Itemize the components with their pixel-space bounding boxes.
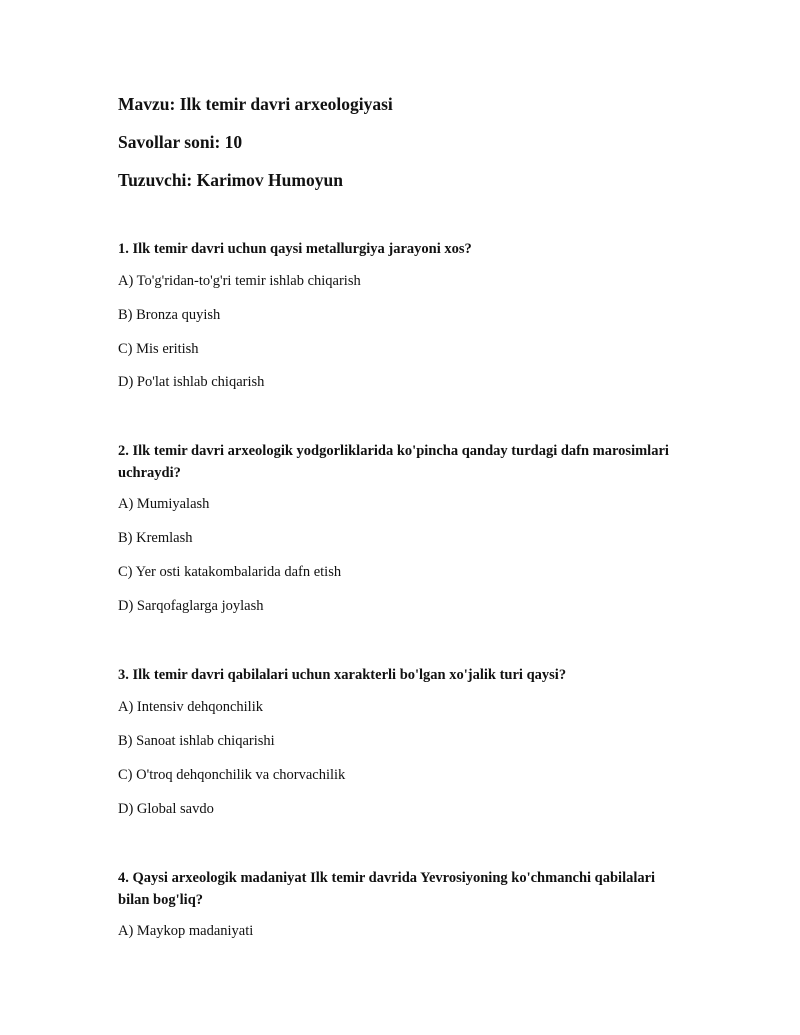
question-2-option-d: D) Sarqofaglarga joylash (118, 598, 264, 614)
author-heading: Tuzuvchi: Karimov Humoyun (118, 170, 343, 190)
question-3-option-c: C) O'troq dehqonchilik va chorvachilik (118, 767, 346, 783)
question-3-option-b: B) Sanoat ishlab chiqarishi (118, 733, 275, 749)
topic-heading: Mavzu: Ilk temir davri arxeologiyasi (118, 94, 393, 114)
question-2-option-b: B) Kremlash (118, 530, 193, 546)
question-1-option-d: D) Po'lat ishlab chiqarish (118, 374, 265, 390)
question-3-option-a: A) Intensiv dehqonchilik (118, 699, 263, 715)
question-3-option-d: D) Global savdo (118, 801, 214, 817)
question-1-option-c: C) Mis eritish (118, 341, 199, 357)
question-2: 2. Ilk temir davri arxeologik yodgorliklarida ko'pincha qanday turdagi dafn marosimlari uchraydi? (118, 443, 669, 481)
question-2-option-a: A) Mumiyalash (118, 496, 210, 512)
question-4-option-a: A) Maykop madaniyati (118, 923, 254, 939)
question-count-heading: Savollar soni: 10 (118, 132, 243, 152)
question-3: 3. Ilk temir davri qabilalari uchun xarakterli bo'lgan xo'jalik turi qaysi? (118, 667, 567, 683)
question-1-option-a: A) To'g'ridan-to'g'ri temir ishlab chiqarish (118, 273, 361, 289)
question-2-option-c: C) Yer osti katakombalarida dafn etish (118, 564, 342, 580)
question-4: 4. Qaysi arxeologik madaniyat Ilk temir davrida Yevrosiyoning ko'chmanchi qabilalari bilan bog'liq? (118, 870, 656, 908)
question-1-option-b: B) Bronza quyish (118, 307, 221, 323)
question-1: 1. Ilk temir davri uchun qaysi metallurgiya jarayoni xos? (118, 241, 472, 257)
